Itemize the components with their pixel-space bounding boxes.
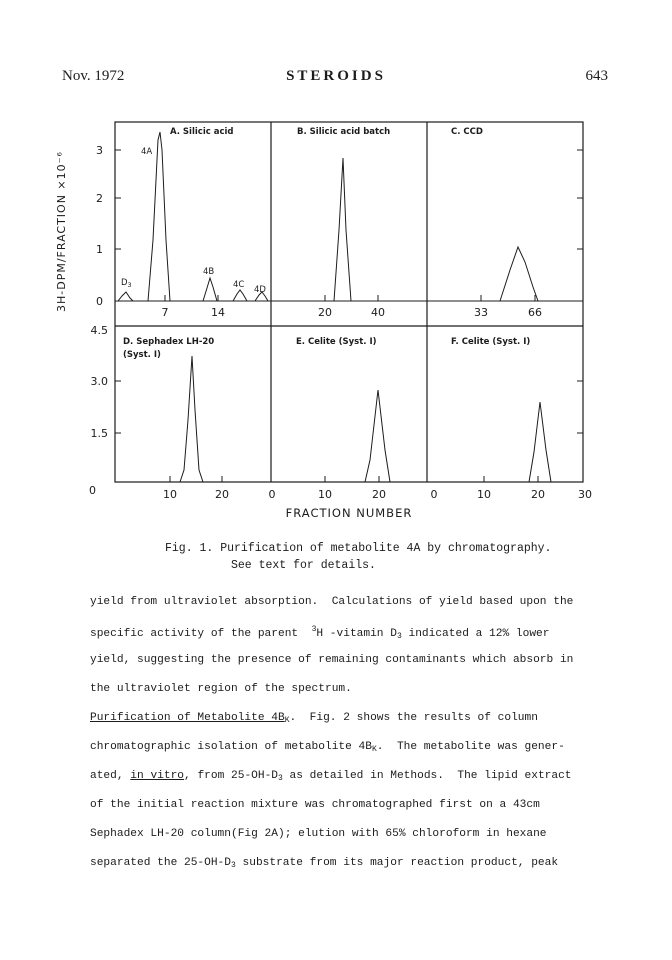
panel-title-a: A. Silicic acid: [170, 127, 234, 137]
body-line: separated the $25-OH-D_3$ substrate from its major reaction product, peak: [90, 857, 559, 870]
body-line: the ultraviolet region of the spectrum.: [90, 683, 352, 695]
x-tick-f: 0: [430, 488, 438, 501]
peak-label-4a: 4A: [141, 147, 153, 157]
figure-frame: [115, 122, 583, 482]
panel-title-e: E. Celite (Syst. I): [296, 337, 377, 347]
page-number: 643: [585, 68, 608, 84]
x-axis-label: FRACTION NUMBER: [285, 506, 413, 520]
bottom-y-tick: 4.5: [90, 324, 108, 337]
figure-caption: [165, 540, 551, 574]
x-tick-e: 20: [372, 488, 386, 501]
body-line: yield from ultraviolet absorption. Calculations of yield based upon the: [90, 596, 574, 608]
peak-label-4d: 4D: [254, 285, 266, 295]
top-y-tick: 1: [96, 243, 103, 256]
peak-f: [529, 402, 551, 482]
peak-c: [500, 247, 538, 301]
peak-a-4b: [203, 278, 217, 301]
peak-b: [334, 158, 351, 301]
x-tick-a: 7: [161, 306, 169, 319]
x-tick-d: 10: [163, 488, 177, 501]
peak-a-d3: [118, 292, 133, 301]
top-y-tick: 2: [96, 192, 103, 205]
peak-a-4a: [148, 132, 170, 301]
body-line: yield, suggesting the presence of remaining contaminants which absorb in: [90, 654, 574, 666]
bottom-y-tick: 1.5: [90, 427, 108, 440]
right-ticks: [577, 150, 583, 433]
top-y-tick: 0: [96, 295, 103, 308]
peak-d: [180, 356, 203, 482]
x-tick-c: 33: [474, 306, 488, 319]
x-tick-b: 40: [371, 306, 385, 319]
body-text: [90, 596, 625, 886]
panel-title-b: B. Silicic acid batch: [297, 127, 391, 137]
x-tick-f: 30: [578, 488, 592, 501]
peak-e: [365, 390, 390, 482]
panel-title-c: C. CCD: [451, 127, 483, 137]
body-line: ated, in vitro, from $25-OH-D_3$ as detailed in Methods. The lipid extract: [90, 770, 572, 783]
x-tick-e: 10: [318, 488, 332, 501]
x-tick-b: 20: [318, 306, 332, 319]
top-y-tick: 3: [96, 144, 103, 157]
body-line: chromatographic isolation of metabolite $4B_K$. The metabolite was gener-: [90, 741, 565, 754]
x-tick-f: 20: [531, 488, 545, 501]
body-line: Sephadex LH-20 column(Fig 2A); elution with 65% chloroform in hexane: [90, 828, 547, 840]
panel-title-f: F. Celite (Syst. I): [451, 337, 531, 347]
running-head-journal: STEROIDS: [286, 68, 386, 84]
peak-traces: [115, 132, 583, 482]
section-heading: Purification of Metabolite $4B_K$: [90, 712, 290, 725]
bottom-y-tick: 3.0: [90, 375, 108, 388]
x-tick-c: 66: [528, 306, 542, 319]
panel-subtitle-d: (Syst. I): [123, 350, 161, 360]
peak-a-4c: [233, 290, 247, 301]
bottom-y-ticks: [89, 324, 121, 497]
body-line: specific activity of the parent $^3$H -vitamin $D_3$ indicated a 12% lower: [90, 625, 550, 641]
bottom-y-tick: 0: [89, 484, 96, 497]
peak-label-4c: 4C: [233, 280, 245, 290]
x-tick-e: 0: [268, 488, 276, 501]
caption-line-1: Fig. 1. Purification of metabolite 4A by chromatography.: [165, 542, 552, 555]
body-line: of the initial reaction mixture was chromatographed first on a 43cm: [90, 799, 540, 811]
peak-label-d3: $D_3$: [121, 278, 132, 289]
top-y-ticks: [96, 144, 121, 308]
x-tick-d: 20: [215, 488, 229, 501]
running-head-date: Nov. 1972: [62, 68, 125, 84]
x-tick-a: 14: [211, 306, 225, 319]
caption-line-2: See text for details.: [231, 559, 376, 572]
peak-label-4b: 4B: [203, 267, 215, 277]
x-tick-f: 10: [477, 488, 491, 501]
section-heading-line: Purification of Metabolite $4B_K$. Fig. 2 shows the results of column: [90, 712, 538, 725]
panel-title-d: D. Sephadex LH-20: [123, 337, 215, 347]
y-axis-label: 3H-DPM/FRACTION ×10⁻⁶: [55, 151, 68, 312]
